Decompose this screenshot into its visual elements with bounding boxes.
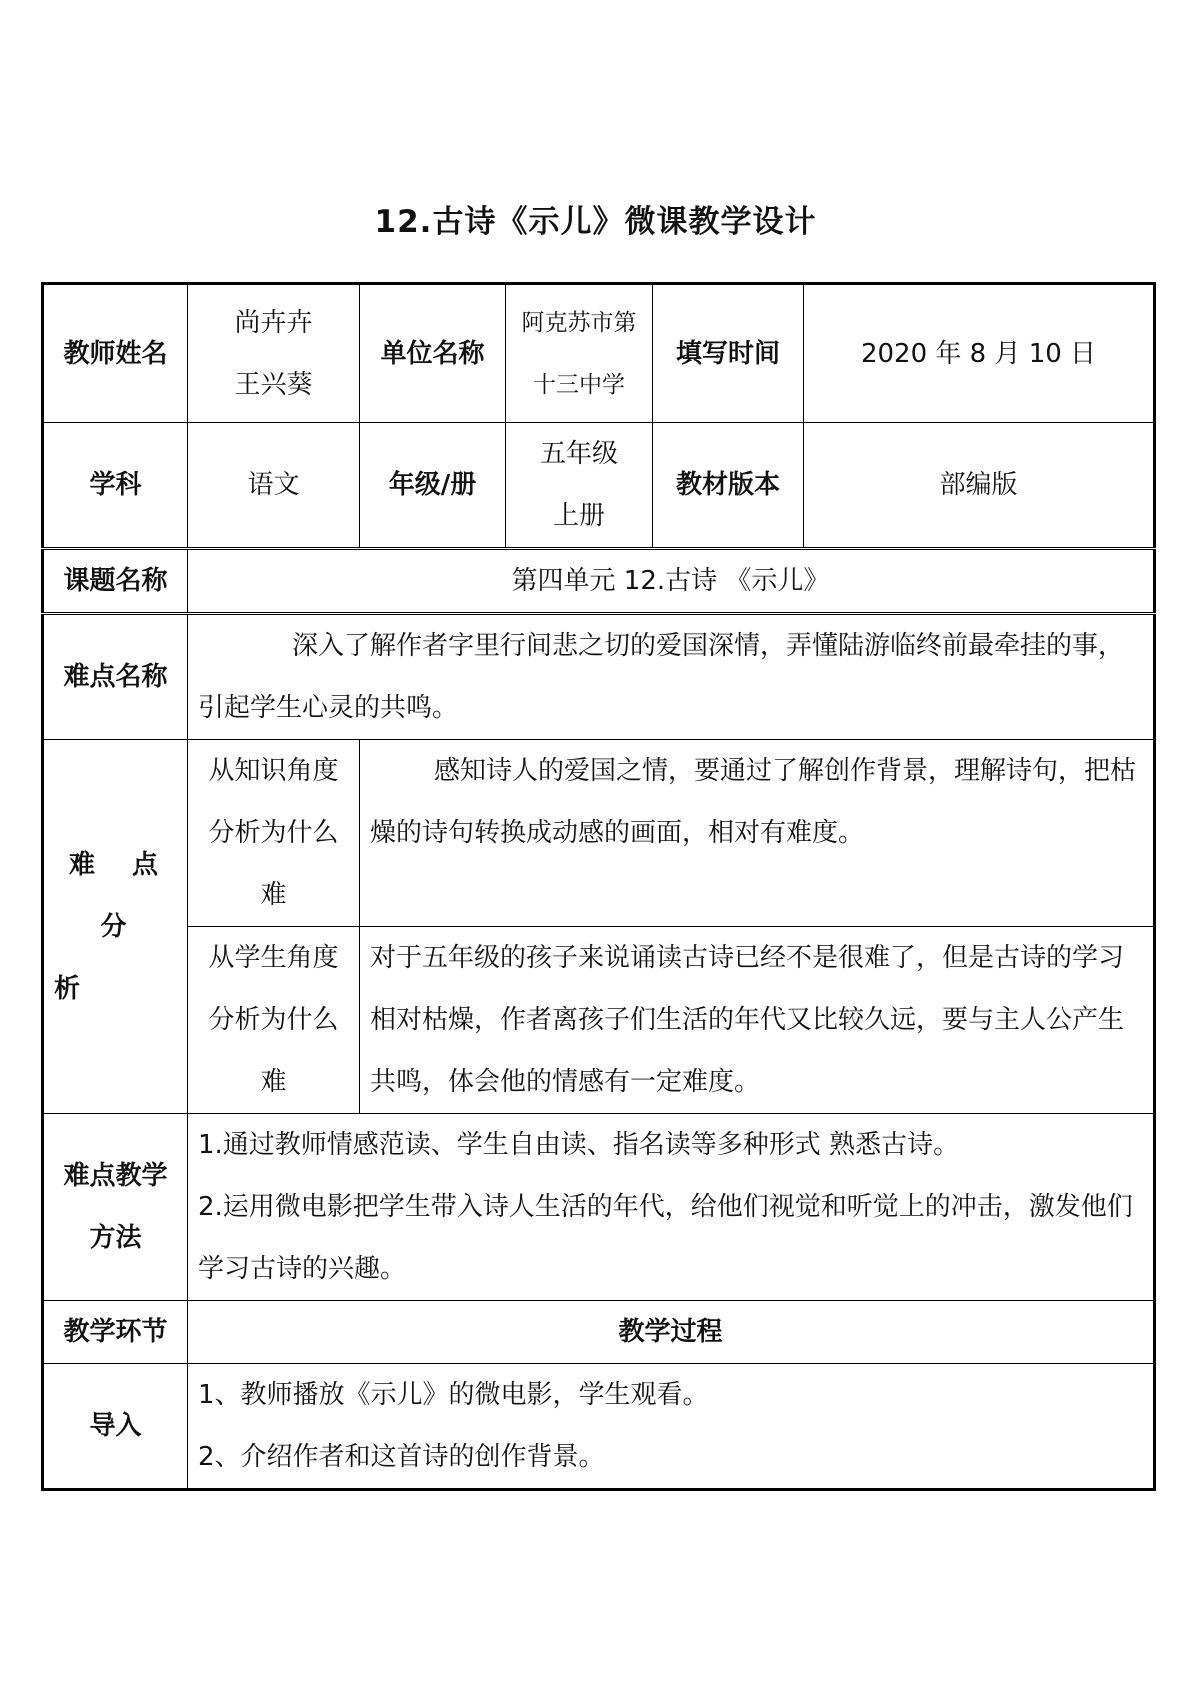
stage-header: 教学环节 <box>43 1301 188 1364</box>
lesson-design-table <box>41 282 1156 1491</box>
student-label-line-3: 难 <box>260 1067 287 1097</box>
knowledge-label-cell <box>188 740 360 927</box>
difficulty-value: 深入了解作者字里行间悲之切的爱国深情，弄懂陆游临终前最牵挂的事，引起学生心灵的共鸣。 <box>188 614 1155 740</box>
unit-line-2: 十三中学 <box>533 371 625 398</box>
process-header: 教学过程 <box>188 1301 1155 1364</box>
row-method <box>43 1114 1155 1301</box>
method-label-cell <box>43 1114 188 1301</box>
analysis-label-cell <box>43 740 188 1114</box>
method-value-cell <box>188 1114 1155 1301</box>
analysis-label-line-1: 难 点 分 <box>68 849 173 942</box>
intro-line-1: 1、教师播放《示儿》的微电影，学生观看。 <box>198 1380 709 1410</box>
row-difficulty <box>43 614 1155 740</box>
row-subject-info <box>43 423 1155 549</box>
row-intro <box>43 1364 1155 1490</box>
topic-value: 第四单元 12.古诗 《示儿》 <box>188 549 1155 614</box>
row-student-analysis <box>43 927 1155 1114</box>
student-value: 对于五年级的孩子来说诵读古诗已经不是很难了，但是古诗的学习相对枯燥，作者离孩子们生活的年代又比较久远，要与主人公产生共鸣，体会他的情感有一定难度。 <box>360 927 1155 1114</box>
student-label-line-1: 从学生角度 <box>208 943 339 973</box>
student-label-line-2: 分析为什么 <box>208 1005 339 1035</box>
time-label: 填写时间 <box>653 284 804 423</box>
analysis-label-line-2: 析 <box>54 973 81 1004</box>
intro-value-cell <box>188 1364 1155 1490</box>
subject-value: 语文 <box>188 423 360 549</box>
method-label-line-1: 难点教学 <box>63 1161 168 1191</box>
knowledge-label-line-2: 分析为什么 <box>208 818 339 848</box>
teacher-name-2: 王兴葵 <box>234 369 313 400</box>
edition-value: 部编版 <box>804 423 1155 549</box>
unit-label: 单位名称 <box>360 284 506 423</box>
row-knowledge-analysis <box>43 740 1155 927</box>
subject-label: 学科 <box>43 423 188 549</box>
row-process-header <box>43 1301 1155 1364</box>
student-label-cell <box>188 927 360 1114</box>
unit-value-cell <box>506 284 653 423</box>
intro-line-2: 2、介绍作者和这首诗的创作背景。 <box>198 1442 605 1472</box>
intro-label: 导入 <box>43 1364 188 1490</box>
time-value: 2020 年 8 月 10 日 <box>804 284 1155 423</box>
topic-label: 课题名称 <box>43 549 188 614</box>
method-line-1: 1.通过教师情感范读、学生自由读、指名读等多种形式 熟悉古诗。 <box>198 1130 960 1160</box>
grade-label: 年级/册 <box>360 423 506 549</box>
row-topic <box>43 549 1155 614</box>
edition-label: 教材版本 <box>653 423 804 549</box>
difficulty-label: 难点名称 <box>43 614 188 740</box>
knowledge-label-line-3: 难 <box>260 880 287 910</box>
knowledge-label-line-1: 从知识角度 <box>208 756 339 786</box>
method-label-line-2: 方法 <box>89 1223 142 1253</box>
unit-line-1: 阿克苏市第 <box>521 309 637 336</box>
grade-line-2: 上册 <box>552 501 605 531</box>
knowledge-value: 感知诗人的爱国之情，要通过了解创作背景，理解诗句，把枯燥的诗句转换成动感的画面，相对有难度。 <box>360 740 1155 927</box>
method-line-2: 2.运用微电影把学生带入诗人生活的年代，给他们视觉和听觉上的冲击，激发他们学习古诗的兴趣。 <box>198 1192 1133 1284</box>
grade-value-cell <box>506 423 653 549</box>
document-title: 12.古诗《示儿》微课教学设计 <box>374 204 817 240</box>
teacher-names-cell <box>188 284 360 423</box>
teacher-name-1: 尚卉卉 <box>234 307 313 338</box>
row-teacher-info <box>43 284 1155 423</box>
grade-line-1: 五年级 <box>539 439 618 469</box>
teacher-label: 教师姓名 <box>43 284 188 423</box>
